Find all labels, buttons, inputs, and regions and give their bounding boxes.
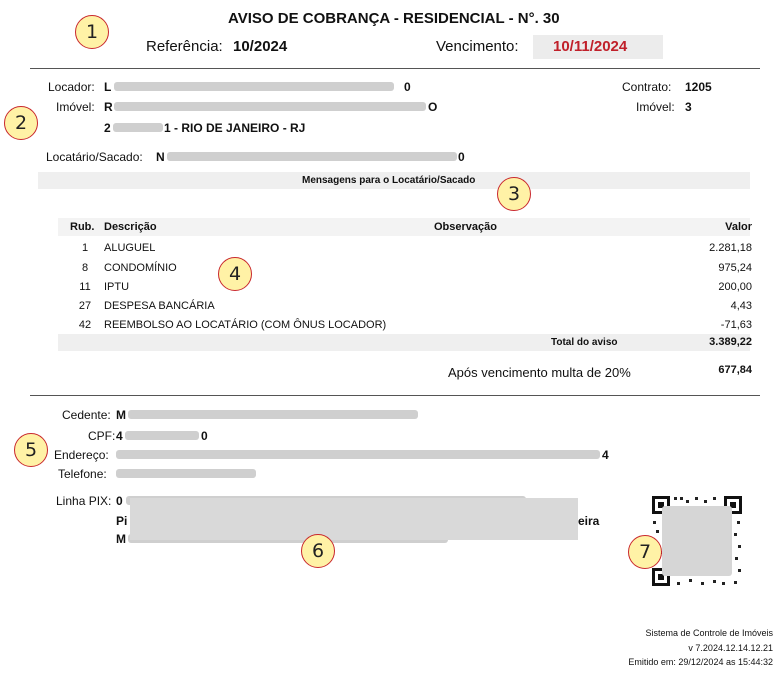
row-rub: 1 bbox=[81, 242, 89, 254]
row-rub: 11 bbox=[79, 281, 91, 293]
locatario-end: 0 bbox=[458, 150, 465, 164]
footer-system: Sistema de Controle de Imóveis bbox=[645, 628, 773, 638]
cpf-redacted bbox=[125, 431, 199, 440]
locador-redacted bbox=[114, 82, 394, 91]
address-line2: 1 - RIO DE JANEIRO - RJ bbox=[164, 121, 306, 135]
imovel-end: O bbox=[428, 100, 438, 114]
endereco-label: Endereço: bbox=[54, 448, 109, 462]
table-header-bg bbox=[58, 218, 750, 236]
pix-line2-end: eira bbox=[578, 514, 600, 528]
cpf-start: 4 bbox=[116, 429, 123, 443]
row-descricao: ALUGUEL bbox=[104, 242, 156, 254]
locador-label: Locador: bbox=[48, 80, 95, 94]
col-header-valor: Valor bbox=[725, 221, 752, 233]
vencimento-value: 10/11/2024 bbox=[553, 38, 628, 55]
row-descricao: CONDOMÍNIO bbox=[104, 262, 177, 274]
row-rub: 27 bbox=[78, 300, 92, 312]
imovel-start: R bbox=[104, 100, 113, 114]
row-valor: 4,43 bbox=[730, 300, 752, 312]
row-valor: 2.281,18 bbox=[709, 242, 752, 254]
row-descricao: DESPESA BANCÁRIA bbox=[104, 300, 215, 312]
col-header-rub: Rub. bbox=[70, 221, 95, 233]
locatario-start: N bbox=[156, 150, 165, 164]
annotation-badge-4: 4 bbox=[218, 257, 252, 291]
row-descricao: REEMBOLSO AO LOCATÁRIO (COM ÔNUS LOCADOR) bbox=[104, 319, 387, 331]
address-line2-start: 2 bbox=[104, 121, 111, 135]
locador-end: 0 bbox=[404, 80, 411, 94]
total-label: Total do aviso bbox=[551, 337, 618, 348]
annotation-badge-3: 3 bbox=[497, 177, 531, 211]
vencimento-label: Vencimento: bbox=[436, 38, 519, 55]
pix-line1-start: 0 bbox=[116, 494, 123, 508]
referencia-value: 10/2024 bbox=[233, 38, 288, 55]
qr-code-graphic bbox=[650, 494, 744, 588]
cedente-redacted bbox=[128, 410, 418, 419]
address-line2-redacted bbox=[113, 123, 163, 132]
imovel-redacted bbox=[114, 102, 426, 111]
cpf-end: 0 bbox=[201, 429, 208, 443]
pix-redaction-box bbox=[130, 498, 578, 540]
locatario-label: Locatário/Sacado: bbox=[46, 150, 143, 164]
annotation-badge-1: 1 bbox=[75, 15, 109, 49]
telefone-redacted bbox=[116, 469, 256, 478]
pix-line2-start: Pi bbox=[116, 514, 128, 528]
row-rub: 42 bbox=[78, 319, 92, 331]
row-valor: 200,00 bbox=[718, 281, 752, 293]
annotation-badge-2: 2 bbox=[4, 106, 38, 140]
qr-code bbox=[650, 494, 744, 588]
col-header-descricao: Descrição bbox=[104, 221, 157, 233]
pix-line3-start: M bbox=[116, 532, 126, 546]
footer-version: v 7.2024.12.14.12.21 bbox=[688, 643, 773, 653]
imovel-right-value: 3 bbox=[685, 100, 692, 114]
imovel-label: Imóvel: bbox=[56, 100, 95, 114]
annotation-badge-6: 6 bbox=[301, 534, 335, 568]
mensagens-title: Mensagens para o Locatário/Sacado bbox=[302, 175, 476, 186]
pix-label: Linha PIX: bbox=[56, 494, 112, 508]
cpf-label: CPF: bbox=[88, 429, 116, 443]
locatario-redacted bbox=[167, 152, 457, 161]
footer-emitido: Emitido em: 29/12/2024 as 15:44:32 bbox=[628, 657, 773, 667]
header-divider bbox=[30, 68, 760, 69]
cedente-label: Cedente: bbox=[62, 408, 111, 422]
telefone-label: Telefone: bbox=[58, 467, 107, 481]
total-value: 3.389,22 bbox=[709, 336, 752, 348]
imovel-right-label: Imóvel: bbox=[636, 100, 675, 114]
locador-start: L bbox=[104, 80, 112, 94]
row-valor: -71,63 bbox=[720, 319, 752, 331]
endereco-redacted bbox=[116, 450, 600, 459]
row-rub: 8 bbox=[81, 262, 89, 274]
multa-value: 677,84 bbox=[718, 364, 752, 376]
annotation-badge-7: 7 bbox=[628, 535, 662, 569]
referencia-label: Referência: bbox=[146, 38, 223, 55]
section-divider bbox=[30, 395, 760, 396]
row-descricao: IPTU bbox=[104, 281, 130, 293]
endereco-end: 4 bbox=[602, 448, 609, 462]
contrato-label: Contrato: bbox=[622, 80, 672, 94]
col-header-observacao: Observação bbox=[434, 221, 497, 233]
total-bar bbox=[58, 334, 750, 351]
row-valor: 975,24 bbox=[718, 262, 752, 274]
cedente-start: M bbox=[116, 408, 126, 422]
document-title: AVISO DE COBRANÇA - RESIDENCIAL - N°. 30 bbox=[228, 10, 560, 27]
annotation-badge-5: 5 bbox=[14, 433, 48, 467]
contrato-value: 1205 bbox=[685, 80, 712, 94]
multa-label: Após vencimento multa de 20% bbox=[448, 365, 631, 380]
